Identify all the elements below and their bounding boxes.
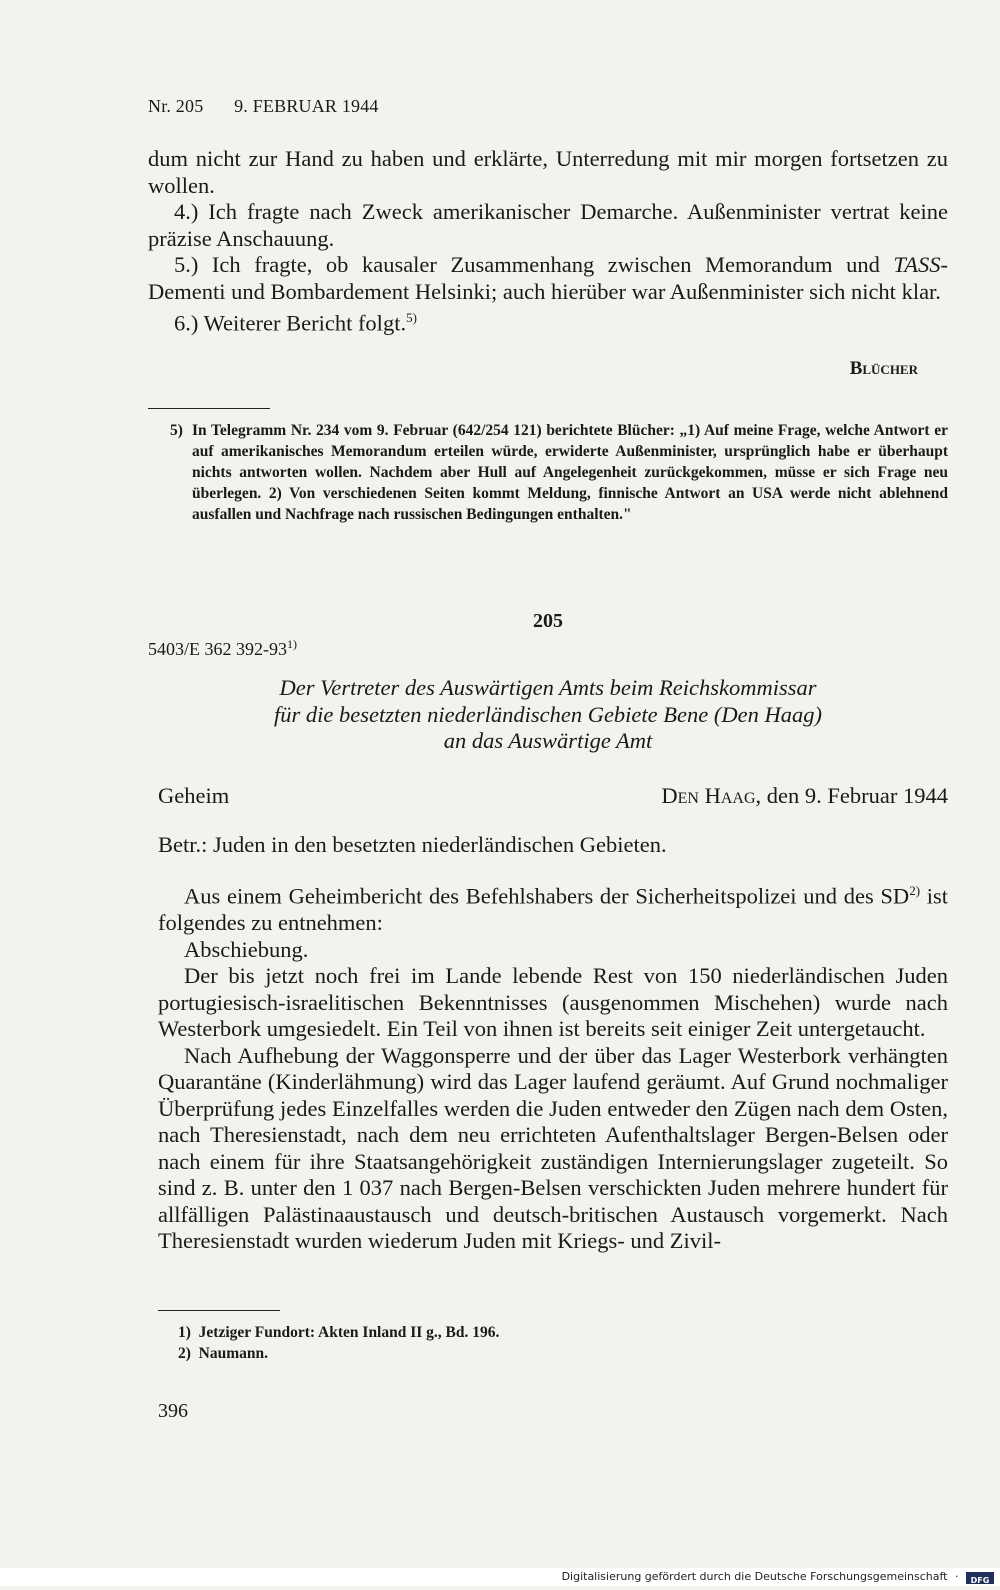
footnote-ref: 1) <box>287 637 297 651</box>
continued-text <box>148 146 948 337</box>
footnote-ref: 5) <box>406 310 417 325</box>
footnote <box>170 420 948 525</box>
footnote-text: In Telegramm Nr. 234 vom 9. Februar (642/254 121) berichtete Blücher: „1) Auf meine Frage, welche Antwort er auf amerikanisches Memorandum erteilen würde, erwiderte Außenminister, ursprünglich habe er überhaupt nichts antworten wollen. Nachdem aber Hull auf Angelegenheit zurückgekommen, müsse er sich Frage neu überlegen. 2) Von verschiedenen Seiten kommt Meldung, finnische Antwort an USA werde nicht ablehnend ausfallen und Nachfrage nach russischen Bedingungen enthalten." <box>192 422 948 523</box>
page-number: 396 <box>158 1400 188 1422</box>
heading-line: an das Auswärtige Amt <box>443 728 653 753</box>
footnotes-bottom <box>178 1322 948 1364</box>
footer-text: Digitalisierung gefördert durch die Deutsche Forschungsgemeinschaft <box>561 1570 948 1583</box>
footnote <box>178 1322 948 1343</box>
subject-line: Betr.: Juden in den besetzten niederländischen Gebieten. <box>158 832 667 857</box>
footnote <box>178 1343 948 1364</box>
paragraph <box>158 878 948 937</box>
footnote-text: Naumann. <box>198 1345 269 1362</box>
place-date <box>450 783 948 810</box>
signature: Blücher <box>849 358 918 379</box>
running-header <box>148 96 405 117</box>
paragraph <box>148 252 948 305</box>
date: , den 9. Februar 1944 <box>755 783 948 808</box>
heading-line: Der Vertreter des Auswärtigen Amts beim Reichskommissar <box>279 675 817 700</box>
footnote-marker: 5) <box>170 422 183 439</box>
dfg-logo-icon: DFG <box>966 1572 994 1584</box>
document-heading <box>148 675 948 755</box>
footnote-marker: 1) <box>178 1324 191 1341</box>
paragraph-text: 5.) Ich fragte, ob kausaler Zusammenhang zwischen Memorandum und <box>174 252 894 277</box>
footnote-separator <box>148 408 270 409</box>
digitization-footer <box>0 1568 1000 1586</box>
footnote-separator <box>158 1310 280 1311</box>
paragraph-text: 6.) Weiterer Bericht folgt. <box>174 310 407 336</box>
paragraph: dum nicht zur Hand zu haben und erklärte, Unterredung mit mir morgen fortsetzen zu wollen. <box>148 146 948 198</box>
footnote-marker: 2) <box>178 1345 191 1362</box>
paragraph: Der bis jetzt noch frei im Lande lebende Rest von 150 niederländischen Juden portugiesisch-israelitischen Bekenntnisses (ausgenommen Mischehen) wurde nach Westerbork umgesiedelt. Ein Teil von ihnen ist bereits seit einiger Zeit untergetaucht. <box>158 963 948 1041</box>
paragraph-text: -Dementi und Bombardement Helsinki; auch hierüber war Außenminister sich nicht klar. <box>148 252 948 304</box>
footer-separator: · <box>955 1570 959 1583</box>
classification: Geheim <box>158 783 230 808</box>
heading-line: für die besetzten niederländischen Gebiete Bene (Den Haag) <box>274 701 822 727</box>
document-number: 205 <box>533 610 563 632</box>
paragraph <box>148 305 948 337</box>
header-date: 9. FEBRUAR 1944 <box>234 96 379 116</box>
footnote-text: Jetziger Fundort: Akten Inland II g., Bd. 196. <box>198 1324 500 1341</box>
paragraph: Nach Aufhebung der Waggonsperre und der über das Lager Westerbork verhängten Quarantäne (Kinderlähmung) wird das Lager laufend geräumt. Auf Grund nochmaliger Überprüfung jedes Einzelfalles werden die Juden entweder den Zügen nach dem Osten, nach Theresienstadt, nach dem neu errichteten Aufenthaltslager Bergen-Belsen oder nach einem für ihre Staatsangehörigkeit zuständigen Internierungslager zugeteilt. So sind z. B. unter den 1 037 nach Bergen-Belsen verschickten Juden mehrere hundert für allfälligen Palästinaaustausch und deutsch-britischen Austausch vorgemerkt. Nach Theresienstadt wurden wiederum Juden mit Kriegs- und Zivil- <box>158 1042 948 1253</box>
file-reference-text: 5403/E 362 392-93 <box>148 639 287 659</box>
document-number-header: Nr. 205 <box>148 96 204 116</box>
paragraph-text: ist folgendes zu entnehmen: <box>158 883 948 935</box>
document-body <box>158 878 948 1255</box>
paragraph: Abschiebung. <box>184 936 309 962</box>
place: Den Haag <box>661 783 756 808</box>
tass-name: TASS <box>893 252 941 277</box>
footnote-ref: 2) <box>909 883 921 898</box>
paragraph-text: Aus einem Geheimbericht des Befehlshabers der Sicherheitspolizei und des SD <box>184 883 910 909</box>
paragraph: 4.) Ich fragte nach Zweck amerikanischer Demarche. Außenminister vertrat keine präzise Anschauung. <box>148 199 948 251</box>
file-reference <box>148 637 297 660</box>
